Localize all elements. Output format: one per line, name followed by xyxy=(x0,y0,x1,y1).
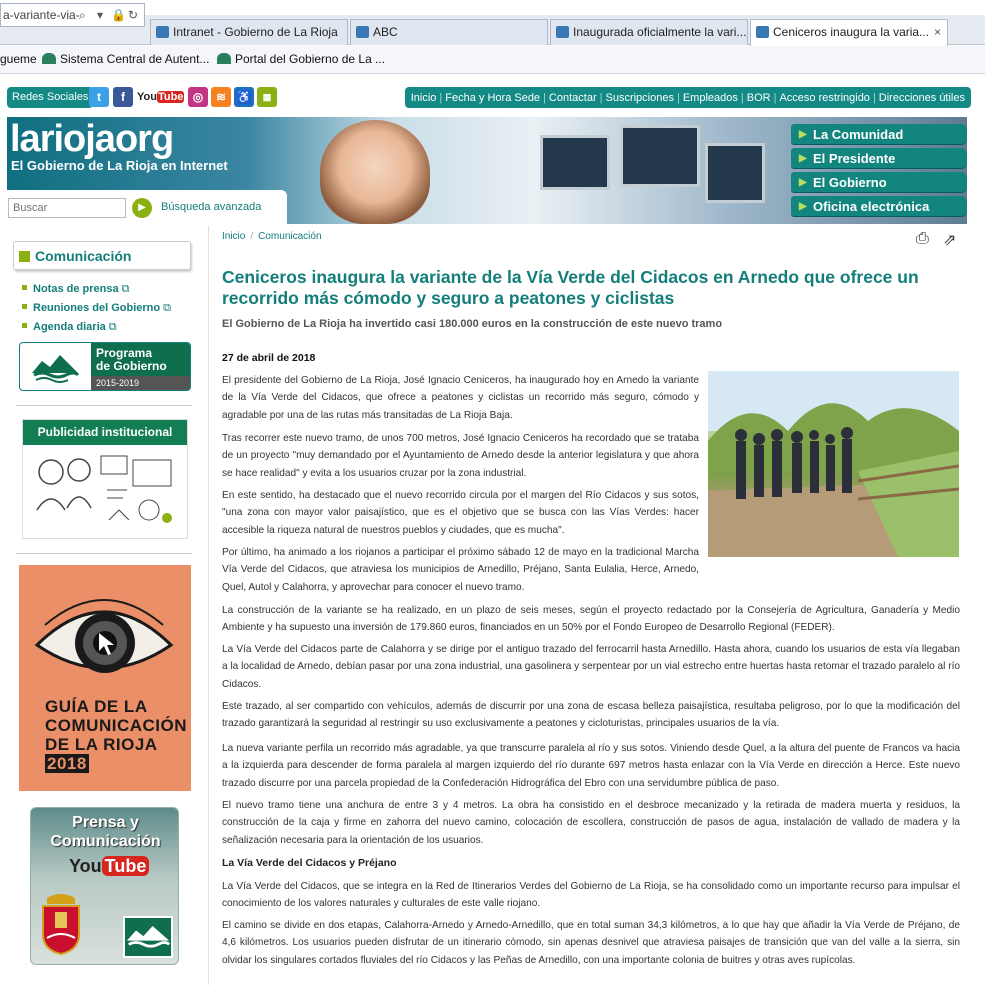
nav-contactar[interactable]: Contactar xyxy=(548,91,597,104)
article-paragraph: Tras recorrer este nuevo tramo, de unos 700 metros, José Ignacio Ceniceros ha recordado que se trataba de un proyecto "muy demandado por el Ayuntamiento de Arnedo desde la anterior legislatura y que ahora se hace realidad" y evita a los usuarios cruzar por la zona industrial. xyxy=(222,433,699,479)
nav-separator: | xyxy=(773,91,777,104)
divider xyxy=(16,553,192,554)
nav-separator: | xyxy=(543,91,546,104)
prensa-title: Prensa y Comunicación xyxy=(50,814,161,850)
breadcrumb-comunicacion[interactable]: Comunicación xyxy=(258,231,322,242)
nav-acceso-restringido[interactable]: Acceso restringido xyxy=(779,91,870,104)
bookmark-label: Sistema Central de Autent... xyxy=(60,52,210,66)
bookmark-icon xyxy=(42,53,56,64)
facebook-icon[interactable]: f xyxy=(113,87,133,107)
menu-el-presidente[interactable] xyxy=(791,148,967,169)
site-icon xyxy=(756,26,769,38)
close-icon[interactable]: × xyxy=(933,25,941,39)
search-icon[interactable]: ⌕ xyxy=(79,8,86,22)
article-title: Ceniceros inaugura la variante de la Vía Verde del Cidacos en Arnedo que ofrece un recorrido más cómodo y seguro a peatones y ciclistas xyxy=(222,267,919,308)
menu-label: Oficina electrónica xyxy=(813,199,930,214)
tab-abc[interactable] xyxy=(350,19,548,45)
tab-label: Ceniceros inaugura la varia... xyxy=(773,25,930,39)
breadcrumb xyxy=(222,231,322,242)
menu-el-gobierno[interactable] xyxy=(791,172,967,193)
refresh-icon[interactable]: ↻ xyxy=(128,8,139,22)
instagram-icon[interactable]: ◎ xyxy=(188,87,208,107)
link-label: Notas de prensa xyxy=(33,283,119,295)
lock-icon: 🔒 xyxy=(111,8,126,22)
menu-la-comunidad[interactable] xyxy=(791,124,967,145)
tab-label: ABC xyxy=(373,25,398,39)
arrow-icon: ▶ xyxy=(799,177,807,188)
arrow-icon: ▶ xyxy=(799,153,807,164)
breadcrumb-separator: / xyxy=(250,231,254,242)
site-tagline: El Gobierno de La Rioja en Internet xyxy=(11,158,228,173)
nav-separator: | xyxy=(439,91,443,104)
nav-separator: | xyxy=(599,91,603,104)
twitter-icon[interactable]: t xyxy=(89,87,109,107)
prensa-youtube-banner[interactable] xyxy=(30,807,179,965)
nav-suscripciones[interactable]: Suscripciones xyxy=(605,91,674,104)
bullet-icon xyxy=(22,323,27,328)
guia-comunicacion-banner[interactable] xyxy=(19,565,191,791)
bookmark-sistema-central[interactable] xyxy=(42,52,209,66)
rss-icon[interactable]: ≋ xyxy=(211,87,231,107)
link-notas-prensa[interactable] xyxy=(22,283,129,296)
address-text: a-variante-via- xyxy=(3,8,80,22)
la-rioja-logo xyxy=(123,916,173,958)
article-paragraph: El camino se divide en dos etapas, Calahorra-Arnedo y Arnedo-Arnedillo, que en total suman 34,3 kilómetros, a lo que hay que añadir la Vía Verde de Préjano, de 4,6 kilómetros. Los usuarios pueden disfrutar de un itinerario cómodo, sin apenas desnivel que atraviesa paisajes de transición que van del valle a la sierra, sin olvidar los singulares cortados fluviales del río Cidacos y las Peñas de Arnedillo, con una importante colonia de buitres y otras aves rupícolas. xyxy=(222,920,960,966)
link-label: Reuniones del Gobierno xyxy=(33,302,161,314)
menu-oficina-electronica[interactable] xyxy=(791,196,967,217)
tab-label: Intranet - Gobierno de La Rioja xyxy=(173,25,338,39)
banner-photo-computers xyxy=(540,125,770,220)
external-link-icon: ⧉ xyxy=(121,283,130,295)
site-icon xyxy=(356,26,369,38)
nav-fecha-hora[interactable]: Fecha y Hora Sede xyxy=(445,91,541,104)
illustration-icon xyxy=(29,450,181,534)
guia-title: GUÍA DE LA COMUNICACIÓN DE LA RIOJA 2018 xyxy=(45,697,187,773)
search-input[interactable] xyxy=(8,198,126,218)
menu-label: El Gobierno xyxy=(813,175,887,190)
link-agenda-diaria[interactable] xyxy=(22,321,117,334)
menu-label: El Presidente xyxy=(813,151,896,166)
tab-ceniceros[interactable] xyxy=(750,19,948,47)
column-divider xyxy=(208,226,209,985)
article-paragraph: En este sentido, ha destacado que el nuevo recorrido circula por el margen del Río Cidacos y sus sotos, "una zona con mayor valor paisajístico, que es el objetivo que se busca con las Vías Verdes: hacer accesible la riqueza natural de nuestros pueblos y ciudades, que es mucha". xyxy=(222,490,699,536)
app-icon[interactable]: ▦ xyxy=(257,87,277,107)
nav-inicio[interactable]: Inicio xyxy=(410,91,437,104)
youtube-icon[interactable]: YouTube xyxy=(137,87,183,107)
social-label[interactable]: Redes Sociales xyxy=(7,87,93,108)
bookmarks-bar xyxy=(0,46,985,74)
publicidad-title: Publicidad institucional xyxy=(23,420,187,445)
tab-intranet[interactable] xyxy=(150,19,348,45)
site-icon xyxy=(556,26,569,38)
accessibility-icon[interactable]: ♿ xyxy=(234,87,254,107)
banner-photo-woman xyxy=(320,120,430,224)
breadcrumb-inicio[interactable]: Inicio xyxy=(222,231,246,242)
article-date: 27 de abril de 2018 xyxy=(222,352,316,364)
advanced-search-link[interactable]: Búsqueda avanzada xyxy=(161,201,262,213)
article-paragraph: La nueva variante perfila un recorrido más agradable, ya que transcurre paralela al río y sus sotos. Viniendo desde Quel, a la altura del puente de Francos va hacia a la izquierda para descender de forma paralela al margen izquierdo del río durante 697 metros hasta enlazar con la Vía Verde en dirección a Herce. Este nuevo trazado discurre por una parcela propiedad de la Confederación Hidrográfica del Ebro con una servidumbre pública de paso. xyxy=(222,743,960,789)
article-paragraph: La Vía Verde del Cidacos parte de Calahorra y se dirige por el antiguo trazado del ferrocarril hasta Arnedillo. Hasta ahora, cuando los usuarios de esta vía llegaban a la localidad de Arnedo, debían pasar por una zona industrial, una gasolinera y serpentear por un vial estrecho entre huertas hasta retomar el trazado paralelo al río Cidacos. xyxy=(222,644,960,690)
programa-years: 2015-2019 xyxy=(91,376,191,390)
search-go-button[interactable]: ▶ xyxy=(132,198,152,218)
nav-separator: | xyxy=(872,91,876,104)
menu-label: La Comunidad xyxy=(813,127,904,142)
youtube-logo: You Tube xyxy=(69,856,149,877)
article-photo[interactable] xyxy=(708,371,959,557)
article-paragraph: El presidente del Gobierno de La Rioja, José Ignacio Ceniceros, ha inaugurado hoy en Arnedo la variante de la Vía Verde del Cidacos, que ofrece a peatones y ciclistas un recorrido más seguro, cómodo y agradable por una de las rutas más transitadas de La Rioja Baja. xyxy=(222,375,699,421)
tab-label: Inaugurada oficialmente la vari... xyxy=(573,25,747,39)
top-navigation xyxy=(405,87,971,108)
print-icon[interactable]: ⎙ xyxy=(916,230,929,247)
section-title-box[interactable] xyxy=(13,241,191,270)
share-icon[interactable]: ⇗ xyxy=(943,232,957,249)
divider xyxy=(16,405,192,406)
article-paragraph: Por último, ha animado a los riojanos a participar el próximo sábado 12 de mayo en la tradicional Marcha Vía Verde del Cidacos, que atraviesa los municipios de Arnedillo, Préjano, Santa Eulalia, Herce, Arnedo, Quel, Autol y Calahorra, y aprovechar para conocer el nuevo tramo. xyxy=(222,547,699,593)
nav-direcciones-utiles[interactable]: Direcciones útiles xyxy=(878,91,965,104)
coat-of-arms-icon xyxy=(39,890,83,956)
article-paragraph: Este trazado, al ser compartido con vehículos, además de discurrir por una zona de escasa belleza paisajística, resultaba peligroso, por lo que la modificación del trazado garantizará la seguridad al restringir su uso exclusivamente a peatones y cicloturistas, principales usuarios de la vía. xyxy=(222,701,960,730)
site-icon xyxy=(156,26,169,38)
tab-inaugurada[interactable] xyxy=(550,19,748,45)
la-rioja-emblem-icon xyxy=(30,351,80,383)
chevron-down-icon[interactable]: ▾ xyxy=(97,8,104,22)
bookmark-label: Portal del Gobierno de La ... xyxy=(235,52,386,66)
site-logo[interactable]: lariojaorg xyxy=(10,118,174,160)
external-link-icon: ⧉ xyxy=(163,302,171,314)
nav-bor[interactable]: BOR xyxy=(746,91,771,104)
article-subheading: La Vía Verde del Cidacos y Préjano xyxy=(222,857,397,869)
publicidad-institucional-banner[interactable] xyxy=(22,419,188,539)
programa-title: Programa de Gobierno xyxy=(96,346,167,373)
arrow-icon: ▶ xyxy=(799,129,807,140)
section-title: Comunicación xyxy=(35,248,132,264)
article-paragraph: La Vía Verde del Cidacos, que se integra en la Red de Itinerarios Verdes del Gobierno de La Rioja, se ha consolidado como un importante recurso para impulsar el conocimiento de los valores naturales y culturales de este valle riojano. xyxy=(222,881,960,910)
bullet-icon xyxy=(22,304,27,309)
external-link-icon: ⧉ xyxy=(108,321,117,333)
article-paragraph: La construcción de la variante se ha realizado, en un plazo de seis meses, según el proyecto redactado por la Consejería de Agricultura, Ganadería y Medio Ambiente y ha supuesto una inversión de 179.860 euros, financiados en un 50% por el Fondo Europeo de Desarrollo Regional (FEDER). xyxy=(222,605,960,634)
arrow-icon: ▶ xyxy=(799,201,807,212)
article-subtitle: El Gobierno de La Rioja ha invertido casi 180.000 euros en la construcción de este nuevo tramo xyxy=(222,318,723,330)
nav-empleados[interactable]: Empleados xyxy=(682,91,738,104)
link-label: Agenda diaria xyxy=(33,321,106,333)
bookmark-portal[interactable] xyxy=(217,52,385,66)
section-bullet-icon xyxy=(19,251,30,262)
nav-separator: | xyxy=(676,91,680,104)
bookmark-gueme[interactable]: gueme xyxy=(0,52,37,66)
nav-separator: | xyxy=(740,91,744,104)
programa-gobierno-banner[interactable] xyxy=(19,342,191,391)
address-bar[interactable] xyxy=(0,3,145,27)
bullet-icon xyxy=(22,285,27,290)
eye-icon xyxy=(33,585,175,685)
bookmark-icon xyxy=(217,53,231,64)
article-paragraph: El nuevo tramo tiene una anchura de entre 3 y 4 metros. La obra ha consistido en el desbroce mecanizado y la retirada de madera muerta y residuos, la construcción de la caja y firme en zahorra del nuevo camino, colocación de escollera, construcción de pasos de agua, instalación de vallado de madera y la señalización necesaria para la orientación de los usuarios. xyxy=(222,800,960,846)
link-reuniones-gobierno[interactable] xyxy=(22,302,171,315)
